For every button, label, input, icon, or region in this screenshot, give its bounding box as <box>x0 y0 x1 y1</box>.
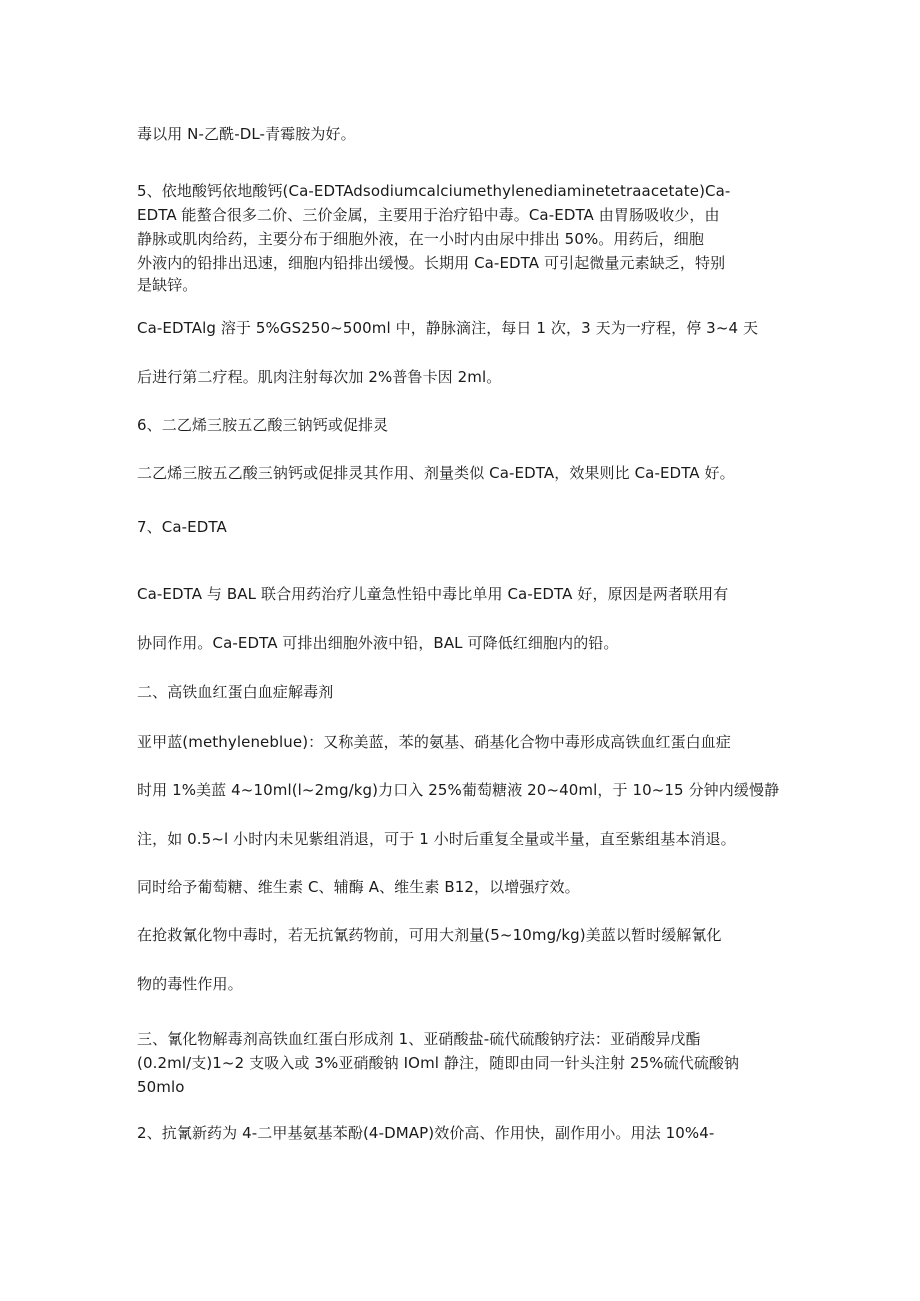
text-line: 50mlo <box>137 1078 185 1096</box>
text-line: 亚甲蓝(methyleneblue)：又称美蓝，苯的氨基、硝基化合物中毒形成高铁血红蛋白血症 <box>137 733 731 751</box>
text-line: 时用 1%美蓝 4~10ml(l~2mg/kg)力口入 25%葡萄糖液 20~40ml，于 10~15 分钟内缓慢静 <box>137 781 780 799</box>
section-heading-3: 三、氰化物解毒剂高铁血红蛋白形成剂 1、亚硝酸盐-硫代硫酸钠疗法：亚硝酸异戊酯 <box>137 1030 701 1048</box>
text-line: 静脉或肌肉给药，主要分布于细胞外液，在一小时内由尿中排出 50%。用药后，细胞 <box>137 230 705 248</box>
section-heading-7: 7、Ca-EDTA <box>137 518 227 536</box>
text-line: 2、抗氰新药为 4-二甲基氨基苯酚(4-DMAP)效价高、作用快，副作用小。用法 10%4- <box>137 1124 715 1142</box>
section-heading-6: 6、二乙烯三胺五乙酸三钠钙或促排灵 <box>137 416 389 434</box>
text-line: 注，如 0.5~l 小时内未见紫组消退，可于 1 小时后重复全量或半量，直至紫组基本消退。 <box>137 830 736 848</box>
text-line: 二乙烯三胺五乙酸三钠钙或促排灵其作用、剂量类似 Ca-EDTA，效果则比 Ca-EDTA 好。 <box>137 464 735 482</box>
text-line: Ca-EDTA 与 BAL 联合用药治疗儿童急性铅中毒比单用 Ca-EDTA 好，原因是两者联用有 <box>137 585 729 603</box>
text-line: EDTA 能螯合很多二价、三价金属，主要用于治疗铅中毒。Ca-EDTA 由胃肠吸收少，由 <box>137 206 720 224</box>
text-line: 在抢救氰化物中毒时，若无抗氰药物前，可用大剂量(5~10mg/kg)美蓝以暂时缓解氰化 <box>137 926 722 944</box>
text-line: 物的毒性作用。 <box>137 975 243 993</box>
text-line: 是缺锌。 <box>137 276 198 294</box>
text-line: (0.2ml/支)1~2 支吸入或 3%亚硝酸钠 IOml 静注，随即由同一针头注射 25%硫代硫酸钠 <box>137 1054 740 1072</box>
text-line: 后进行第二疗程。肌肉注射每次加 2%普鲁卡因 2ml。 <box>137 368 502 386</box>
text-line: 毒以用 N-乙酰-DL-青霉胺为好。 <box>137 125 356 143</box>
text-line: 外液内的铅排出迅速，细胞内铅排出缓慢。长期用 Ca-EDTA 可引起微量元素缺乏，特别 <box>137 254 726 272</box>
section-heading-5: 5、依地酸钙依地酸钙(Ca-EDTAdsodiumcalciumethylenediaminetetraacetate)Ca- <box>137 182 731 200</box>
text-line: 同时给予葡萄糖、维生素 C、辅酶 A、维生素 B12，以增强疗效。 <box>137 878 580 896</box>
section-heading-2: 二、高铁血红蛋白血症解毒剂 <box>137 683 334 701</box>
text-line: Ca-EDTAlg 溶于 5%GS250~500ml 中，静脉滴注，每日 1 次，3 天为一疗程，停 3~4 天 <box>137 319 759 337</box>
text-line: 协同作用。Ca-EDTA 可排出细胞外液中铅，BAL 可降低红细胞内的铅。 <box>137 634 619 652</box>
